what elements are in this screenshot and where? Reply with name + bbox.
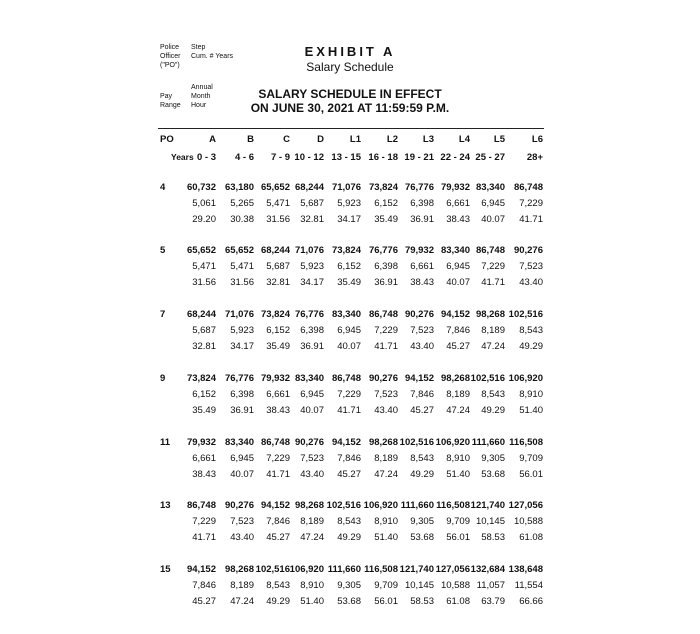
pay-range-label: 5 xyxy=(160,245,166,256)
label-police-officer: Police Officer ("PO") xyxy=(160,44,181,69)
annual-salary-cell: 116,508 xyxy=(436,500,470,511)
annual-salary-cell: 94,152 xyxy=(260,500,290,511)
monthly-salary-cell: 9,709 xyxy=(374,580,398,591)
hourly-rate-cell: 43.40 xyxy=(519,277,543,288)
monthly-salary-cell: 8,189 xyxy=(300,516,324,527)
annual-salary-cell: 98,268 xyxy=(475,309,505,320)
monthly-salary-cell: 8,189 xyxy=(481,325,505,336)
years-range-header: 13 - 15 xyxy=(331,152,361,163)
hourly-rate-cell: 36.91 xyxy=(410,214,434,225)
annual-salary-cell: 127,056 xyxy=(435,564,470,575)
monthly-salary-cell: 6,661 xyxy=(410,261,434,272)
hourly-rate-cell: 41.71 xyxy=(266,469,290,480)
label-annual-month-hour: Annual Month Hour xyxy=(191,84,213,109)
monthly-salary-cell: 5,687 xyxy=(192,325,216,336)
annual-salary-cell: 98,268 xyxy=(224,564,254,575)
hourly-rate-cell: 63.79 xyxy=(481,596,505,607)
monthly-salary-cell: 8,189 xyxy=(374,453,398,464)
annual-salary-cell: 90,276 xyxy=(368,373,398,384)
annual-salary-cell: 86,748 xyxy=(368,309,398,320)
hourly-rate-cell: 49.29 xyxy=(519,341,543,352)
step-header-l3: L3 xyxy=(422,134,434,145)
monthly-salary-cell: 6,945 xyxy=(230,453,254,464)
hourly-rate-cell: 40.07 xyxy=(230,469,254,480)
monthly-salary-cell: 6,945 xyxy=(337,325,361,336)
annual-salary-cell: 79,932 xyxy=(260,373,290,384)
hourly-rate-cell: 45.27 xyxy=(192,596,216,607)
hourly-rate-cell: 53.68 xyxy=(410,532,434,543)
hourly-rate-cell: 47.24 xyxy=(446,405,470,416)
monthly-salary-cell: 6,398 xyxy=(410,198,434,209)
hourly-rate-cell: 43.40 xyxy=(230,532,254,543)
hourly-rate-cell: 35.49 xyxy=(266,341,290,352)
monthly-salary-cell: 7,523 xyxy=(230,516,254,527)
monthly-salary-cell: 6,661 xyxy=(446,198,470,209)
monthly-salary-cell: 8,910 xyxy=(446,453,470,464)
monthly-salary-cell: 6,661 xyxy=(266,389,290,400)
annual-salary-cell: 111,660 xyxy=(400,500,434,511)
annual-salary-cell: 73,824 xyxy=(186,373,216,384)
monthly-salary-cell: 7,229 xyxy=(481,261,505,272)
step-header-l1: L1 xyxy=(349,134,361,145)
pay-range-label: 13 xyxy=(160,500,171,511)
hourly-rate-cell: 47.24 xyxy=(230,596,254,607)
annual-salary-cell: 71,076 xyxy=(294,245,324,256)
annual-salary-cell: 73,824 xyxy=(260,309,290,320)
schedule-title-line2: ON JUNE 30, 2021 AT 11:59:59 P.M. xyxy=(250,101,450,115)
monthly-salary-cell: 5,687 xyxy=(300,198,324,209)
monthly-salary-cell: 8,910 xyxy=(519,389,543,400)
annual-salary-cell: 138,648 xyxy=(508,564,543,575)
hourly-rate-cell: 32.81 xyxy=(266,277,290,288)
monthly-salary-cell: 8,543 xyxy=(337,516,361,527)
monthly-salary-cell: 5,923 xyxy=(230,325,254,336)
hourly-rate-cell: 35.49 xyxy=(374,214,398,225)
years-label: Years xyxy=(171,152,194,162)
monthly-salary-cell: 9,305 xyxy=(337,580,361,591)
step-header-l2: L2 xyxy=(386,134,398,145)
monthly-salary-cell: 7,523 xyxy=(519,261,543,272)
monthly-salary-cell: 5,923 xyxy=(300,261,324,272)
annual-salary-cell: 106,920 xyxy=(289,564,324,575)
hourly-rate-cell: 56.01 xyxy=(519,469,543,480)
step-header-c: C xyxy=(283,134,290,145)
hourly-rate-cell: 47.24 xyxy=(374,469,398,480)
monthly-salary-cell: 10,145 xyxy=(475,516,505,527)
monthly-salary-cell: 7,229 xyxy=(266,453,290,464)
hourly-rate-cell: 40.07 xyxy=(337,341,361,352)
hourly-rate-cell: 43.40 xyxy=(300,469,324,480)
step-header-l4: L4 xyxy=(458,134,470,145)
hourly-rate-cell: 41.71 xyxy=(519,214,543,225)
hourly-rate-cell: 31.56 xyxy=(192,277,216,288)
monthly-salary-cell: 7,846 xyxy=(446,325,470,336)
hourly-rate-cell: 58.53 xyxy=(481,532,505,543)
annual-salary-cell: 86,748 xyxy=(260,437,290,448)
monthly-salary-cell: 5,061 xyxy=(192,198,216,209)
monthly-salary-cell: 6,152 xyxy=(192,389,216,400)
step-header-l5: L5 xyxy=(493,134,505,145)
annual-salary-cell: 94,152 xyxy=(404,373,434,384)
hourly-rate-cell: 49.29 xyxy=(337,532,361,543)
annual-salary-cell: 68,244 xyxy=(294,182,324,193)
hourly-rate-cell: 43.40 xyxy=(374,405,398,416)
monthly-salary-cell: 7,523 xyxy=(374,389,398,400)
annual-salary-cell: 106,920 xyxy=(363,500,398,511)
years-range-header: 25 - 27 xyxy=(475,152,505,163)
annual-salary-cell: 111,660 xyxy=(471,437,505,448)
annual-salary-cell: 76,776 xyxy=(404,182,434,193)
monthly-salary-cell: 11,057 xyxy=(476,580,505,591)
hourly-rate-cell: 38.43 xyxy=(446,214,470,225)
hourly-rate-cell: 40.07 xyxy=(481,214,505,225)
annual-salary-cell: 94,152 xyxy=(440,309,470,320)
hourly-rate-cell: 45.27 xyxy=(337,469,361,480)
hourly-rate-cell: 35.49 xyxy=(337,277,361,288)
monthly-salary-cell: 7,523 xyxy=(410,325,434,336)
annual-salary-cell: 127,056 xyxy=(508,500,543,511)
annual-salary-cell: 86,748 xyxy=(475,245,505,256)
annual-salary-cell: 102,516 xyxy=(326,500,361,511)
monthly-salary-cell: 6,398 xyxy=(230,389,254,400)
hourly-rate-cell: 36.91 xyxy=(300,341,324,352)
monthly-salary-cell: 7,229 xyxy=(337,389,361,400)
hourly-rate-cell: 38.43 xyxy=(192,469,216,480)
monthly-salary-cell: 9,305 xyxy=(481,453,505,464)
annual-salary-cell: 60,732 xyxy=(186,182,216,193)
annual-salary-cell: 102,516 xyxy=(508,309,543,320)
annual-salary-cell: 68,244 xyxy=(186,309,216,320)
annual-salary-cell: 65,652 xyxy=(224,245,254,256)
pay-range-label: 11 xyxy=(160,437,171,448)
pay-range-label: 9 xyxy=(160,373,166,384)
hourly-rate-cell: 49.29 xyxy=(410,469,434,480)
hourly-rate-cell: 66.66 xyxy=(519,596,543,607)
monthly-salary-cell: 7,846 xyxy=(410,389,434,400)
monthly-salary-cell: 8,543 xyxy=(410,453,434,464)
monthly-salary-cell: 6,945 xyxy=(481,198,505,209)
hourly-rate-cell: 51.40 xyxy=(446,469,470,480)
hourly-rate-cell: 45.27 xyxy=(410,405,434,416)
hourly-rate-cell: 53.68 xyxy=(481,469,505,480)
hourly-rate-cell: 38.43 xyxy=(266,405,290,416)
annual-salary-cell: 83,340 xyxy=(331,309,361,320)
annual-salary-cell: 83,340 xyxy=(440,245,470,256)
monthly-salary-cell: 7,846 xyxy=(266,516,290,527)
monthly-salary-cell: 10,588 xyxy=(440,580,470,591)
monthly-salary-cell: 8,910 xyxy=(374,516,398,527)
annual-salary-cell: 71,076 xyxy=(224,309,254,320)
hourly-rate-cell: 56.01 xyxy=(374,596,398,607)
monthly-salary-cell: 5,471 xyxy=(266,198,290,209)
hourly-rate-cell: 56.01 xyxy=(446,532,470,543)
annual-salary-cell: 121,740 xyxy=(470,500,505,511)
hourly-rate-cell: 32.81 xyxy=(192,341,216,352)
hourly-rate-cell: 45.27 xyxy=(266,532,290,543)
monthly-salary-cell: 7,229 xyxy=(374,325,398,336)
monthly-salary-cell: 11,554 xyxy=(514,580,543,591)
hourly-rate-cell: 35.49 xyxy=(192,405,216,416)
hourly-rate-cell: 38.43 xyxy=(410,277,434,288)
annual-salary-cell: 63,180 xyxy=(224,182,254,193)
monthly-salary-cell: 6,945 xyxy=(446,261,470,272)
hourly-rate-cell: 31.56 xyxy=(266,214,290,225)
hourly-rate-cell: 51.40 xyxy=(300,596,324,607)
hourly-rate-cell: 31.56 xyxy=(230,277,254,288)
years-range-header: 0 - 3 xyxy=(196,152,216,163)
annual-salary-cell: 102,516 xyxy=(255,564,290,575)
hourly-rate-cell: 51.40 xyxy=(374,532,398,543)
hourly-rate-cell: 47.24 xyxy=(300,532,324,543)
step-header-b: B xyxy=(247,134,254,145)
hourly-rate-cell: 49.29 xyxy=(481,405,505,416)
annual-salary-cell: 65,652 xyxy=(186,245,216,256)
exhibit-title: EXHIBIT A xyxy=(304,44,396,59)
hourly-rate-cell: 41.71 xyxy=(192,532,216,543)
years-range-header: 22 - 24 xyxy=(440,152,470,163)
monthly-salary-cell: 6,661 xyxy=(192,453,216,464)
years-range-header: 19 - 21 xyxy=(404,152,434,163)
hourly-rate-cell: 34.17 xyxy=(230,341,254,352)
hourly-rate-cell: 40.07 xyxy=(446,277,470,288)
annual-salary-cell: 76,776 xyxy=(294,309,324,320)
annual-salary-cell: 111,660 xyxy=(327,564,361,575)
hourly-rate-cell: 45.27 xyxy=(446,341,470,352)
monthly-salary-cell: 7,229 xyxy=(192,516,216,527)
monthly-salary-cell: 5,923 xyxy=(337,198,361,209)
years-range-header: 16 - 18 xyxy=(368,152,398,163)
monthly-salary-cell: 5,265 xyxy=(230,198,254,209)
header-rule xyxy=(158,128,544,129)
monthly-salary-cell: 5,471 xyxy=(230,261,254,272)
annual-salary-cell: 68,244 xyxy=(260,245,290,256)
annual-salary-cell: 94,152 xyxy=(331,437,361,448)
monthly-salary-cell: 7,229 xyxy=(519,198,543,209)
annual-salary-cell: 106,920 xyxy=(508,373,543,384)
annual-salary-cell: 83,340 xyxy=(294,373,324,384)
monthly-salary-cell: 9,709 xyxy=(519,453,543,464)
annual-salary-cell: 106,920 xyxy=(435,437,470,448)
annual-salary-cell: 121,740 xyxy=(399,564,434,575)
annual-salary-cell: 102,516 xyxy=(399,437,434,448)
hourly-rate-cell: 58.53 xyxy=(410,596,434,607)
hourly-rate-cell: 43.40 xyxy=(410,341,434,352)
monthly-salary-cell: 8,910 xyxy=(300,580,324,591)
pay-range-label: 7 xyxy=(160,309,166,320)
monthly-salary-cell: 9,709 xyxy=(446,516,470,527)
monthly-salary-cell: 7,846 xyxy=(192,580,216,591)
monthly-salary-cell: 10,145 xyxy=(404,580,434,591)
step-header-d: D xyxy=(317,134,324,145)
annual-salary-cell: 79,932 xyxy=(186,437,216,448)
hourly-rate-cell: 36.91 xyxy=(230,405,254,416)
annual-salary-cell: 90,276 xyxy=(224,500,254,511)
annual-salary-cell: 71,076 xyxy=(331,182,361,193)
hourly-rate-cell: 36.91 xyxy=(374,277,398,288)
monthly-salary-cell: 8,543 xyxy=(481,389,505,400)
annual-salary-cell: 94,152 xyxy=(186,564,216,575)
annual-salary-cell: 98,268 xyxy=(294,500,324,511)
monthly-salary-cell: 10,588 xyxy=(513,516,543,527)
annual-salary-cell: 86,748 xyxy=(513,182,543,193)
monthly-salary-cell: 7,523 xyxy=(300,453,324,464)
pay-range-label: 15 xyxy=(160,564,171,575)
hourly-rate-cell: 53.68 xyxy=(337,596,361,607)
annual-salary-cell: 65,652 xyxy=(260,182,290,193)
annual-salary-cell: 98,268 xyxy=(368,437,398,448)
annual-salary-cell: 83,340 xyxy=(224,437,254,448)
annual-salary-cell: 73,824 xyxy=(368,182,398,193)
hourly-rate-cell: 40.07 xyxy=(300,405,324,416)
hourly-rate-cell: 61.08 xyxy=(519,532,543,543)
monthly-salary-cell: 6,152 xyxy=(374,198,398,209)
monthly-salary-cell: 8,543 xyxy=(519,325,543,336)
monthly-salary-cell: 7,846 xyxy=(337,453,361,464)
annual-salary-cell: 116,508 xyxy=(509,437,543,448)
hourly-rate-cell: 51.40 xyxy=(519,405,543,416)
hourly-rate-cell: 61.08 xyxy=(446,596,470,607)
hourly-rate-cell: 34.17 xyxy=(337,214,361,225)
annual-salary-cell: 90,276 xyxy=(294,437,324,448)
annual-salary-cell: 76,776 xyxy=(368,245,398,256)
years-range-header: 4 - 6 xyxy=(234,152,254,163)
step-header-l6: L6 xyxy=(531,134,543,145)
step-header-a: A xyxy=(209,134,216,145)
annual-salary-cell: 90,276 xyxy=(513,245,543,256)
hourly-rate-cell: 32.81 xyxy=(300,214,324,225)
hourly-rate-cell: 30.38 xyxy=(230,214,254,225)
annual-salary-cell: 102,516 xyxy=(470,373,505,384)
annual-salary-cell: 132,684 xyxy=(470,564,505,575)
annual-salary-cell: 98,268 xyxy=(440,373,470,384)
monthly-salary-cell: 5,687 xyxy=(266,261,290,272)
monthly-salary-cell: 6,945 xyxy=(300,389,324,400)
monthly-salary-cell: 8,189 xyxy=(230,580,254,591)
annual-salary-cell: 83,340 xyxy=(475,182,505,193)
hourly-rate-cell: 41.71 xyxy=(481,277,505,288)
hourly-rate-cell: 41.71 xyxy=(374,341,398,352)
monthly-salary-cell: 6,398 xyxy=(300,325,324,336)
annual-salary-cell: 79,932 xyxy=(404,245,434,256)
years-range-header: 28+ xyxy=(526,152,543,163)
annual-salary-cell: 116,508 xyxy=(364,564,398,575)
annual-salary-cell: 79,932 xyxy=(440,182,470,193)
annual-salary-cell: 90,276 xyxy=(404,309,434,320)
hourly-rate-cell: 49.29 xyxy=(266,596,290,607)
monthly-salary-cell: 6,152 xyxy=(266,325,290,336)
monthly-salary-cell: 9,305 xyxy=(410,516,434,527)
annual-salary-cell: 86,748 xyxy=(186,500,216,511)
years-range-header: 10 - 12 xyxy=(294,152,324,163)
monthly-salary-cell: 5,471 xyxy=(192,261,216,272)
annual-salary-cell: 76,776 xyxy=(224,373,254,384)
hourly-rate-cell: 41.71 xyxy=(337,405,361,416)
po-column-header: PO xyxy=(160,134,174,145)
annual-salary-cell: 86,748 xyxy=(331,373,361,384)
exhibit-subtitle: Salary Schedule xyxy=(306,60,394,74)
pay-range-label: 4 xyxy=(160,182,166,193)
schedule-title-line1: SALARY SCHEDULE IN EFFECT xyxy=(258,87,442,101)
hourly-rate-cell: 34.17 xyxy=(300,277,324,288)
years-range-header: 7 - 9 xyxy=(270,152,290,163)
monthly-salary-cell: 8,543 xyxy=(266,580,290,591)
annual-salary-cell: 73,824 xyxy=(331,245,361,256)
monthly-salary-cell: 8,189 xyxy=(446,389,470,400)
monthly-salary-cell: 6,152 xyxy=(337,261,361,272)
label-step: Step Cum. # Years xyxy=(191,44,234,60)
hourly-rate-cell: 47.24 xyxy=(481,341,505,352)
hourly-rate-cell: 29.20 xyxy=(192,214,216,225)
label-pay-range: Pay Range xyxy=(160,93,181,109)
monthly-salary-cell: 6,398 xyxy=(374,261,398,272)
